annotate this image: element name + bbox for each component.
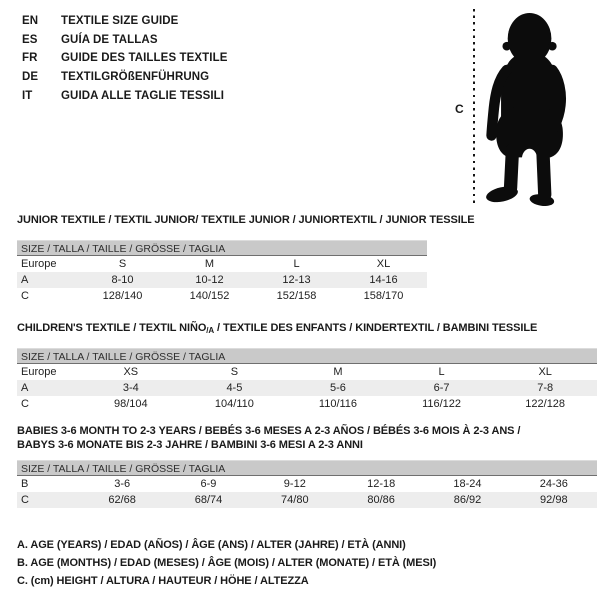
language-code: IT	[22, 89, 33, 102]
table-cell: XS	[123, 366, 139, 378]
language-row	[22, 49, 228, 68]
children-title-text: / TEXTILE DES ENFANTS / KINDERTEXTIL / BAMBINI TESSILE	[214, 322, 538, 334]
baby-silhouette-icon	[483, 5, 578, 209]
table-row	[17, 288, 427, 304]
table-cell: 86/92	[453, 494, 482, 506]
table-row	[17, 492, 597, 508]
table-cell: M	[204, 258, 215, 270]
table-cell: 62/68	[108, 494, 136, 506]
table-cell: 68/74	[194, 494, 223, 506]
row-label: C	[21, 494, 29, 506]
size-header-bar: SIZE / TALLA / TAILLE / GRÖSSE / TAGLIA	[17, 240, 427, 256]
table-cell: 104/110	[214, 398, 254, 410]
language-row	[22, 12, 228, 31]
footnote-legend	[17, 536, 436, 590]
height-dotted-line	[473, 9, 475, 207]
children-section-title	[17, 322, 537, 334]
table-cell: 140/152	[189, 290, 230, 302]
table-cell: 3-6	[114, 478, 131, 490]
table-cell: S	[118, 258, 127, 270]
height-measure-label: C	[455, 102, 464, 116]
table-cell: 10-12	[195, 274, 224, 286]
language-title: TEXTILE SIZE GUIDE	[61, 15, 179, 28]
table-cell: 152/158	[276, 290, 317, 302]
table-cell: 6-7	[433, 382, 450, 394]
row-label: C	[21, 398, 29, 410]
table-cell: 122/128	[525, 398, 566, 410]
language-row	[22, 31, 228, 50]
table-cell: 5-6	[330, 382, 346, 394]
row-label: B	[21, 478, 29, 490]
table-row	[17, 396, 597, 412]
language-title: GUIDA ALLE TAGLIE TESSILI	[61, 89, 225, 102]
table-cell: 80/86	[367, 494, 395, 506]
footnote-a: A. AGE (YEARS) / EDAD (AÑOS) / ÂGE (ANS) / ALTER (JAHRE) / ETÀ (ANNI)	[17, 539, 406, 551]
table-cell: 12-18	[367, 478, 396, 490]
table-cell: 4-5	[226, 382, 243, 394]
row-label: Europe	[21, 258, 57, 270]
language-row	[22, 68, 228, 87]
language-code: DE	[22, 71, 39, 84]
row-label: Europe	[21, 366, 57, 378]
babies-size-table	[17, 460, 597, 508]
table-row	[17, 380, 597, 396]
table-cell: 24-36	[539, 478, 568, 490]
table-cell: 92/98	[540, 494, 568, 506]
row-label: C	[21, 290, 29, 302]
babies-title-line2: BABYS 3-6 MONATE BIS 2-3 JAHRE / BAMBINI 3-6 MESI A 2-3 ANNI	[17, 439, 363, 451]
babies-section-title	[17, 424, 520, 452]
language-code: EN	[22, 15, 39, 28]
children-title-text: CHILDREN'S TEXTILE / TEXTIL NIÑO	[17, 322, 207, 334]
language-code: ES	[22, 33, 38, 46]
table-cell: 3-4	[122, 382, 139, 394]
footnote-b: B. AGE (MONTHS) / EDAD (MESES) / ÂGE (MOIS) / ALTER (MONATE) / ETÀ (MESI)	[17, 557, 437, 569]
table-cell: M	[333, 366, 343, 378]
table-cell: 98/104	[113, 398, 148, 410]
table-cell: 6-9	[200, 478, 217, 490]
junior-section-title: JUNIOR TEXTILE / TEXTIL JUNIOR/ TEXTILE JUNIOR / JUNIORTEXTIL / JUNIOR TESSILE	[17, 214, 475, 226]
table-cell: 8-10	[111, 274, 134, 286]
table-cell: 116/122	[422, 398, 462, 410]
row-label: A	[21, 382, 29, 394]
language-code: FR	[22, 52, 38, 65]
table-cell: XL	[376, 258, 391, 270]
table-cell: S	[230, 366, 239, 378]
table-cell: XL	[538, 366, 552, 378]
table-cell: L	[438, 366, 445, 378]
children-size-table	[17, 348, 597, 412]
table-cell: 74/80	[281, 494, 309, 506]
row-label: A	[21, 274, 29, 286]
table-cell: 14-16	[369, 274, 398, 286]
table-row	[17, 256, 427, 272]
table-cell: 158/170	[363, 290, 404, 302]
table-cell: 18-24	[453, 478, 482, 490]
table-cell: 128/140	[102, 290, 143, 302]
footnote-c: C. (cm) HEIGHT / ALTURA / HAUTEUR / HÖHE / ALTEZZA	[17, 575, 309, 587]
language-row	[22, 86, 228, 105]
table-cell: L	[293, 258, 300, 270]
junior-size-table	[17, 240, 427, 304]
table-row	[17, 476, 597, 492]
language-title: GUÍA DE TALLAS	[61, 33, 158, 46]
babies-title-line1: BABIES 3-6 MONTH TO 2-3 YEARS / BEBÉS 3-6 MESES A 2-3 AÑOS / BÉBÉS 3-6 MOIS À 2-3 ANS /	[17, 425, 521, 437]
table-cell: 12-13	[282, 274, 311, 286]
size-header-bar: SIZE / TALLA / TAILLE / GRÖSSE / TAGLIA	[17, 348, 597, 364]
table-cell: 110/116	[318, 398, 358, 410]
children-title-subscript: /A	[206, 326, 215, 335]
language-title-list	[22, 12, 228, 105]
table-cell: 9-12	[283, 478, 306, 490]
language-title: GUIDE DES TAILLES TEXTILE	[61, 52, 228, 65]
table-cell: 7-8	[537, 382, 554, 394]
table-row	[17, 272, 427, 288]
size-header-bar: SIZE / TALLA / TAILLE / GRÖSSE / TAGLIA	[17, 460, 597, 476]
language-title: TEXTILGRÖßENFÜHRUNG	[61, 71, 210, 84]
table-row	[17, 364, 597, 380]
